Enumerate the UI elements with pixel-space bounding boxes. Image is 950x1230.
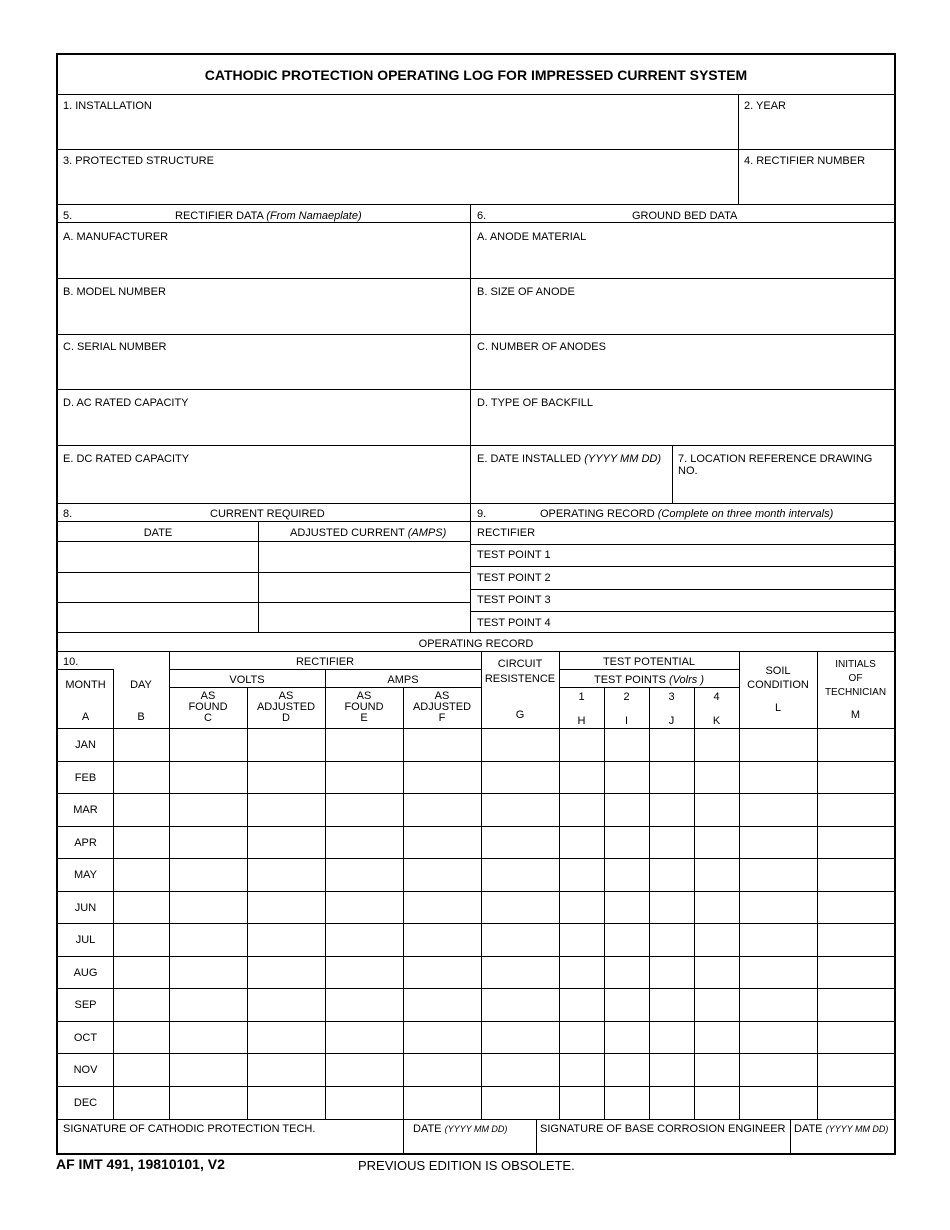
col-i-letter: I — [624, 715, 629, 727]
serial-number-field[interactable]: C. SERIAL NUMBER — [63, 341, 167, 353]
adjusted-current-header: ADJUSTED CURRENT (AMPS) — [290, 527, 447, 539]
month-row-may: MAY — [73, 869, 98, 881]
day-header: DAY — [130, 679, 152, 691]
type-of-backfill-field[interactable]: D. TYPE OF BACKFILL — [477, 397, 593, 409]
operating-record-9-heading: OPERATING RECORD (Complete on three month intervals) — [540, 508, 834, 520]
form-title: CATHODIC PROTECTION OPERATING LOG FOR IMPRESSED CURRENT SYSTEM — [204, 67, 748, 83]
section-8-number: 8. — [63, 508, 73, 520]
month-row-oct: OCT — [73, 1032, 98, 1044]
model-number-field[interactable]: B. MODEL NUMBER — [63, 286, 166, 298]
anode-material-field[interactable]: A. ANODE MATERIAL — [477, 231, 587, 243]
circuit-resistence-header: CIRCUIT RESISTENCE — [484, 658, 556, 685]
current-date-header: DATE — [143, 527, 173, 539]
tp-1-header: 1 — [578, 691, 585, 703]
col-l-letter: L — [774, 702, 782, 714]
col-m-letter: M — [850, 709, 861, 721]
month-row-apr: APR — [74, 837, 97, 849]
month-row-jul: JUL — [75, 934, 96, 946]
manufacturer-field[interactable]: A. MANUFACTURER — [63, 231, 169, 243]
month-row-jun: JUN — [74, 902, 97, 914]
col-g-letter: G — [515, 709, 525, 721]
signature-tech-date-field[interactable]: DATE (YYYY MM DD) — [413, 1123, 508, 1135]
tp-4-header: 4 — [713, 691, 720, 703]
op-record-test-point-3[interactable]: TEST POINT 3 — [477, 594, 551, 606]
month-header: MONTH — [65, 679, 106, 691]
month-row-nov: NOV — [73, 1064, 98, 1076]
month-row-aug: AUG — [73, 967, 98, 979]
amps-as-adjusted-header: AS ADJUSTED F — [412, 690, 472, 724]
ac-rated-capacity-field[interactable]: D. AC RATED CAPACITY — [63, 397, 189, 409]
size-of-anode-field[interactable]: B. SIZE OF ANODE — [477, 286, 575, 298]
col-a-letter: A — [81, 711, 90, 723]
signature-tech-field[interactable]: SIGNATURE OF CATHODIC PROTECTION TECH. — [63, 1123, 316, 1135]
month-row-jan: JAN — [75, 739, 96, 751]
soil-condition-header: SOIL CONDITION — [747, 665, 809, 691]
volts-header: VOLTS — [229, 674, 265, 686]
test-points-header: TEST POINTS (Volrs ) — [593, 674, 705, 686]
obsolete-notice: PREVIOUS EDITION IS OBSOLETE. — [358, 1158, 575, 1173]
tp-3-header: 3 — [668, 691, 675, 703]
volts-as-adjusted-header: AS ADJUSTED D — [256, 690, 316, 724]
month-row-feb: FEB — [74, 772, 97, 784]
col-h-letter: H — [577, 715, 586, 727]
signature-engineer-field[interactable]: SIGNATURE OF BASE CORROSION ENGINEER — [540, 1123, 786, 1135]
test-potential-header: TEST POTENTIAL — [602, 656, 696, 668]
form-id: AF IMT 491, 19810101, V2 — [56, 1156, 225, 1172]
month-row-sep: SEP — [74, 999, 97, 1011]
col-k-letter: K — [712, 715, 721, 727]
year-field[interactable]: 2. YEAR — [744, 100, 786, 112]
amps-as-found-header: AS FOUND E — [344, 690, 384, 724]
current-required-heading: CURRENT REQUIRED — [210, 508, 325, 520]
installation-field[interactable]: 1. INSTALLATION — [63, 100, 152, 112]
number-of-anodes-field[interactable]: C. NUMBER OF ANODES — [477, 341, 606, 353]
col-j-letter: J — [668, 715, 675, 727]
location-reference-field[interactable]: 7. LOCATION REFERENCE DRAWING NO. — [678, 453, 873, 477]
section-6-number: 6. — [477, 210, 487, 222]
ground-bed-heading: GROUND BED DATA — [632, 210, 738, 222]
op-record-test-point-4[interactable]: TEST POINT 4 — [477, 617, 551, 629]
tp-2-header: 2 — [623, 691, 630, 703]
section-10-number: 10. — [63, 656, 79, 668]
protected-structure-field[interactable]: 3. PROTECTED STRUCTURE — [63, 155, 214, 167]
dc-rated-capacity-field[interactable]: E. DC RATED CAPACITY — [63, 453, 190, 465]
initials-header: INITIALS OF TECHNICIAN — [824, 659, 887, 698]
section-9-number: 9. — [477, 508, 487, 520]
cathodic-protection-form — [56, 53, 896, 1155]
op-record-test-point-2[interactable]: TEST POINT 2 — [477, 572, 551, 584]
amps-header: AMPS — [387, 674, 419, 686]
op-record-test-point-1[interactable]: TEST POINT 1 — [477, 549, 551, 561]
date-installed-field[interactable]: E. DATE INSTALLED (YYYY MM DD) — [477, 453, 661, 465]
rectifier-group-header: RECTIFIER — [295, 656, 355, 668]
section-5-number: 5. — [63, 210, 73, 222]
signature-engineer-date-field[interactable]: DATE (YYYY MM DD) — [794, 1123, 889, 1135]
month-row-dec: DEC — [73, 1097, 98, 1109]
rectifier-number-field[interactable]: 4. RECTIFIER NUMBER — [744, 155, 866, 167]
month-row-mar: MAR — [73, 804, 98, 816]
col-b-letter: B — [137, 711, 145, 723]
operating-record-heading: OPERATING RECORD — [418, 638, 534, 650]
rectifier-data-heading: RECTIFIER DATA (From Namaeplate) — [175, 210, 362, 222]
op-record-rectifier-row[interactable]: RECTIFIER — [477, 527, 536, 539]
volts-as-found-header: AS FOUND C — [188, 690, 228, 724]
